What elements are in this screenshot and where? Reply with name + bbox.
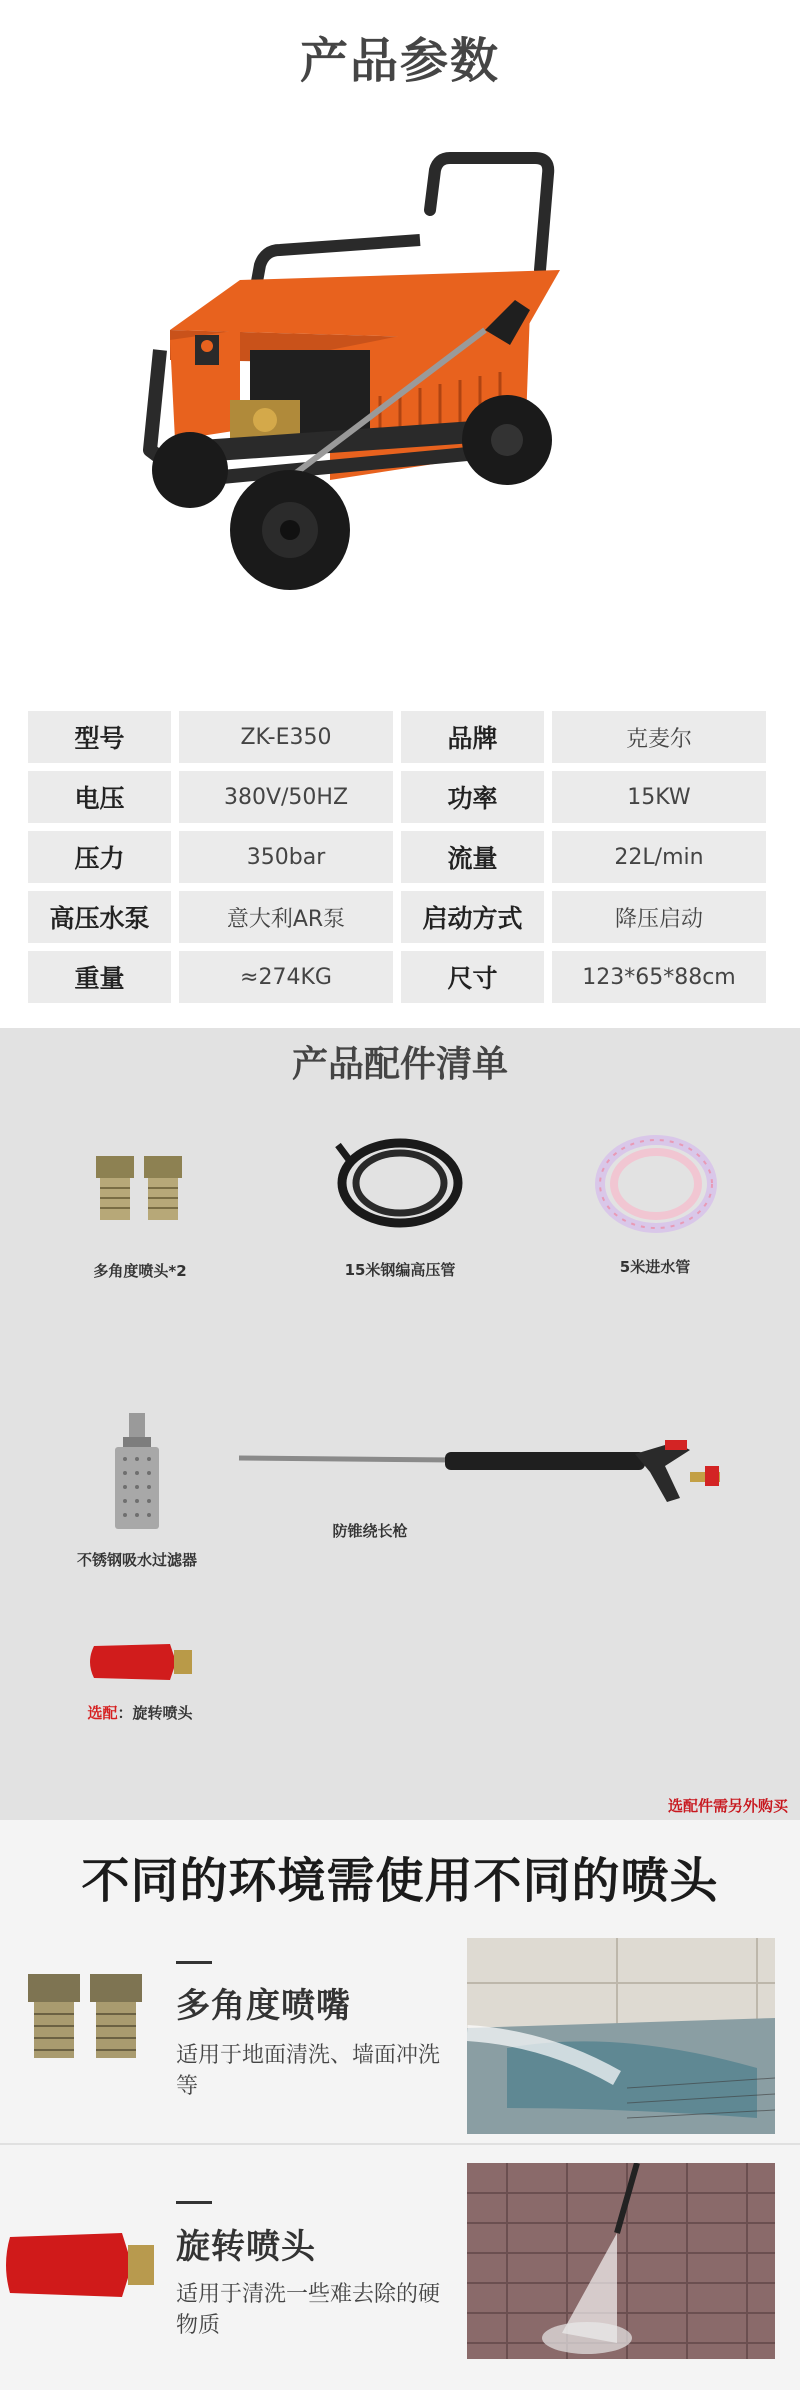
spec-row [28, 771, 772, 823]
page-title: 产品参数 [299, 33, 500, 89]
title-dash [176, 1961, 212, 1964]
spec-value: ZK-E350 [179, 711, 393, 763]
spec-key: 尺寸 [401, 951, 544, 1003]
nozzle-name: 旋转喷头 [176, 2227, 316, 2267]
spec-value: 350bar [179, 831, 393, 883]
spec-row [28, 891, 772, 943]
spec-table [28, 711, 772, 1011]
spec-value: 克麦尔 [552, 711, 766, 763]
wall-cleaning-photo [467, 1938, 775, 2134]
divider [0, 2143, 800, 2145]
nozzle-section-title: 不同的环境需使用不同的喷头 [81, 1853, 719, 1909]
hose-coil-icon [330, 1131, 470, 1231]
spec-row [28, 831, 772, 883]
title-dash [176, 2201, 212, 2204]
accessory-label [70, 1702, 210, 1723]
brass-nozzle-icon [20, 1966, 150, 2076]
spec-key: 流量 [401, 831, 544, 883]
spec-key: 品牌 [401, 711, 544, 763]
red-nozzle-icon [80, 1638, 200, 1686]
spec-key: 高压水泵 [28, 891, 171, 943]
optional-separator: ： [117, 1704, 133, 1722]
brass-nozzle-icon [90, 1148, 190, 1228]
accessory-label: 15米钢编高压管 [344, 1261, 456, 1279]
accessory-lance-gun [235, 1428, 745, 1541]
nozzle-name: 多角度喷嘴 [176, 1986, 351, 2026]
spec-value: 15KW [552, 771, 766, 823]
accessory-multi-angle-nozzle [70, 1148, 210, 1281]
nozzle-description: 适用于地面清洗、墙面冲洗等 [176, 2043, 441, 2099]
optional-tag: 选配 [87, 1704, 118, 1722]
nozzle-section [0, 1820, 800, 2390]
spec-value: 123*65*88cm [552, 951, 766, 1003]
accessory-hose [320, 1131, 480, 1280]
accessory-rotating-nozzle [70, 1638, 210, 1723]
nozzle-item [0, 2143, 800, 2371]
spec-key: 型号 [28, 711, 171, 763]
spec-key: 重量 [28, 951, 171, 1003]
spec-value: 22L/min [552, 831, 766, 883]
red-nozzle-icon [0, 2225, 160, 2305]
product-params-section [0, 0, 800, 690]
spec-row [28, 951, 772, 1003]
strainer-icon [107, 1413, 167, 1533]
optional-item-label: 旋转喷头 [132, 1704, 193, 1722]
accessory-strainer [62, 1413, 212, 1570]
spec-value: 380V/50HZ [179, 771, 393, 823]
accessories-title: 产品配件清单 [291, 1044, 508, 1085]
spec-key: 启动方式 [401, 891, 544, 943]
accessory-label: 防锥绕长枪 [332, 1522, 408, 1540]
spec-value: 降压启动 [552, 891, 766, 943]
clear-hose-icon [590, 1128, 720, 1238]
spec-value: ≈274KG [179, 951, 393, 1003]
spec-key: 功率 [401, 771, 544, 823]
nozzle-description: 适用于清洗一些难去除的硬物质 [176, 2282, 441, 2338]
spray-lance-icon [235, 1428, 745, 1518]
accessory-inlet-hose [580, 1128, 730, 1277]
spec-key: 电压 [28, 771, 171, 823]
accessory-label: 多角度喷头*2 [93, 1262, 187, 1280]
spec-value: 意大利AR泵 [179, 891, 393, 943]
accessories-section [0, 1028, 800, 1820]
spec-key: 压力 [28, 831, 171, 883]
accessory-label: 5米进水管 [619, 1258, 691, 1276]
optional-purchase-note: 选配件需另外购买 [667, 1797, 788, 1815]
accessory-label: 不锈钢吸水过滤器 [76, 1551, 197, 1569]
pressure-washer-image [130, 150, 650, 660]
spec-row [28, 711, 772, 763]
floor-cleaning-photo [467, 2163, 775, 2359]
nozzle-item [0, 1928, 800, 2156]
